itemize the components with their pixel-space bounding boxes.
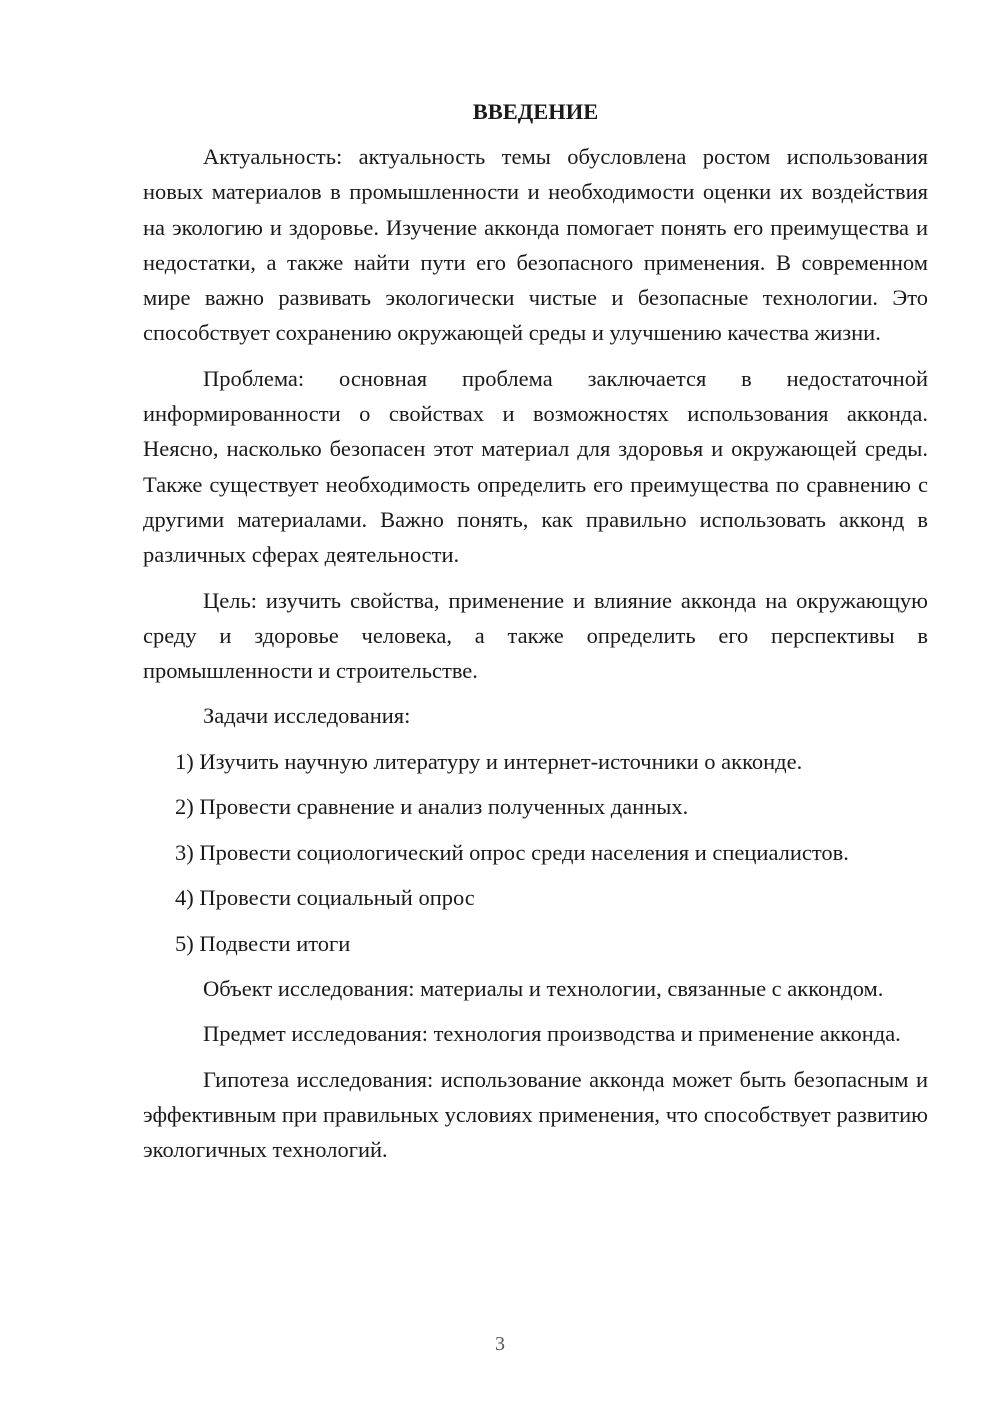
task-item: 2) Провести сравнение и анализ полученных данных. (175, 794, 689, 820)
tasks-list (143, 744, 928, 961)
task-item: 1) Изучить научную литературу и интернет-источники о акконде. (175, 748, 803, 774)
relevance-paragraph: Актуальность: актуальность темы обусловлена ростом использования новых материалов в промышленности и необходимости оценки их воздействия на экологию и здоровье. Изучение акконда помогает понять его преимущества и недостатки, а также найти пути его безопасного применения. В современном мире важно развивать экологически чистые и безопасные технологии. Это способствует сохранению окружающей среды и улучшению качества жизни. (143, 144, 928, 346)
document-body (143, 94, 928, 1178)
document-title: ВВЕДЕНИЕ (472, 99, 599, 124)
hypothesis-paragraph: Гипотеза исследования: использование акконда может быть безопасным и эффективным при правильных условиях применения, что способствует развитию экологичных технологий. (143, 1066, 928, 1163)
problem-paragraph: Проблема: основная проблема заключается в недостаточной информированности о свойствах и возможностях использования акконда. Неясно, насколько безопасен этот материал для здоровья и окружающей среды. Также существует необходимость определить его преимущества по сравнению с другими материалами. Важно понять, как правильно использовать акконд в различных сферах деятельности. (143, 365, 928, 568)
page-number: 3 (495, 1333, 505, 1355)
tasks-heading: Задачи исследования: (203, 703, 411, 729)
goal-paragraph: Цель: изучить свойства, применение и влияние акконда на окружающую среду и здоровье человека, а также определить его перспективы в промышленности и строительстве. (143, 587, 928, 684)
subject-paragraph: Предмет исследования: технология производства и применение акконда. (203, 1021, 901, 1047)
task-item: 4) Провести социальный опрос (175, 885, 475, 911)
object-paragraph: Объект исследования: материалы и технологии, связанные с аккондом. (203, 976, 884, 1002)
task-item: 5) Подвести итоги (175, 930, 351, 956)
task-item: 3) Провести социологический опрос среди населения и специалистов. (175, 839, 849, 865)
